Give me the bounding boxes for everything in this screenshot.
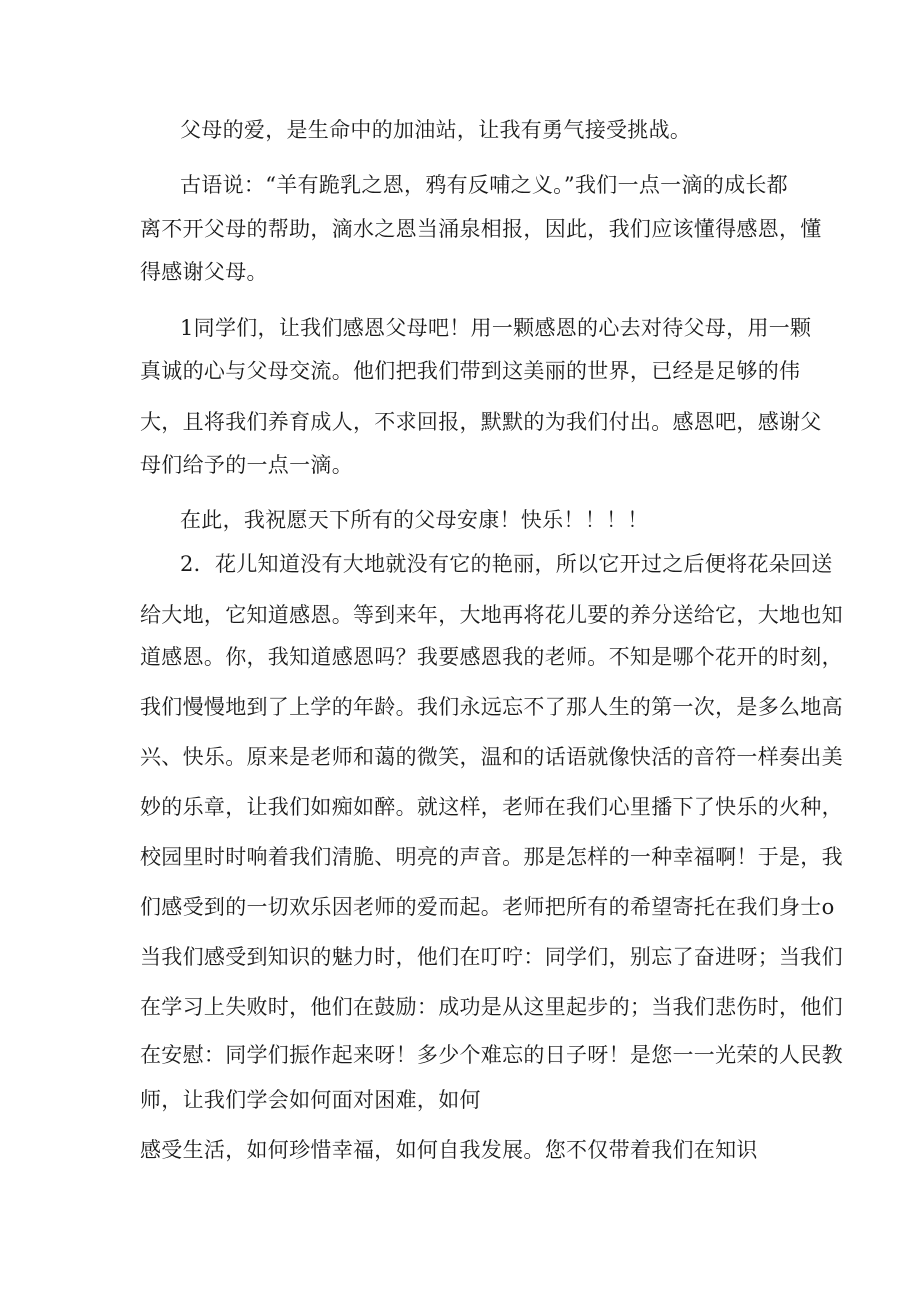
paragraph-line: 大，且将我们养育成人，不求回报，默默的为我们付出。感恩吧，感谢父 (140, 410, 822, 434)
paragraph-line: 道感恩。你，我知道感恩吗？我要感恩我的老师。不知是哪个花开的时刻， (140, 645, 843, 669)
paragraph-line: 我们慢慢地到了上学的年龄。我们永远忘不了那人生的第一次，是多么地高 (140, 695, 843, 719)
paragraph-line: 离不开父母的帮助，滴水之恩当涌泉相报，因此，我们应该懂得感恩，懂 (140, 217, 822, 241)
paragraph-line: 1同学们，让我们感恩父母吧！用一颗感恩的心去对待父母，用一颗 (180, 316, 812, 340)
paragraph-line: 师，让我们学会如何面对困难，如何 (140, 1088, 481, 1112)
paragraph-line: 在学习上失败时，他们在鼓励：成功是从这里起步的；当我们悲伤时，他们 (140, 995, 843, 1019)
paragraph-line: 兴、快乐。原来是老师和蔼的微笑，温和的话语就像快活的音符一样奏出美 (140, 745, 843, 769)
paragraph-line: 当我们感受到知识的魅力时，他们在叮咛：同学们，别忘了奋进呀；当我们 (140, 945, 843, 969)
paragraph-line: 真诚的心与父母交流。他们把我们带到这美丽的世界，已经是足够的伟 (140, 359, 801, 383)
paragraph-line: 妙的乐章，让我们如痴如醉。就这样，老师在我们心里播下了快乐的火种， (140, 795, 843, 819)
paragraph-line: 得感谢父母。 (140, 260, 268, 284)
paragraph-line: 校园里时时响着我们清脆、明亮的声音。那是怎样的一种幸福啊！于是，我 (140, 845, 843, 869)
paragraph-line: 感受生活，如何珍惜幸福，如何自我发展。您不仅带着我们在知识 (140, 1138, 758, 1162)
paragraph-line: 在此，我祝愿天下所有的父母安康！快乐！！！！ (180, 508, 649, 532)
paragraph-line: 在安慰：同学们振作起来呀！多少个难忘的日子呀！是您一一光荣的人民教 (140, 1043, 843, 1067)
paragraph-line: 给大地，它知道感恩。等到来年，大地再将花儿要的养分送给它，大地也知 (140, 603, 843, 627)
paragraph-line: 古语说：“羊有跪乳之恩，鸦有反哺之义。”我们一点一滴的成长都 (180, 173, 788, 197)
paragraph-line: 母们给予的一点一滴。 (140, 453, 353, 477)
paragraph-line: 2．花儿知道没有大地就没有它的艳丽，所以它开过之后便将花朵回送 (180, 552, 833, 576)
paragraph-line: 们感受到的一切欢乐因老师的爱而起。老师把所有的希望寄托在我们身士o (140, 895, 835, 919)
paragraph-line: 父母的爱，是生命中的加油站，让我有勇气接受挑战。 (180, 118, 692, 142)
